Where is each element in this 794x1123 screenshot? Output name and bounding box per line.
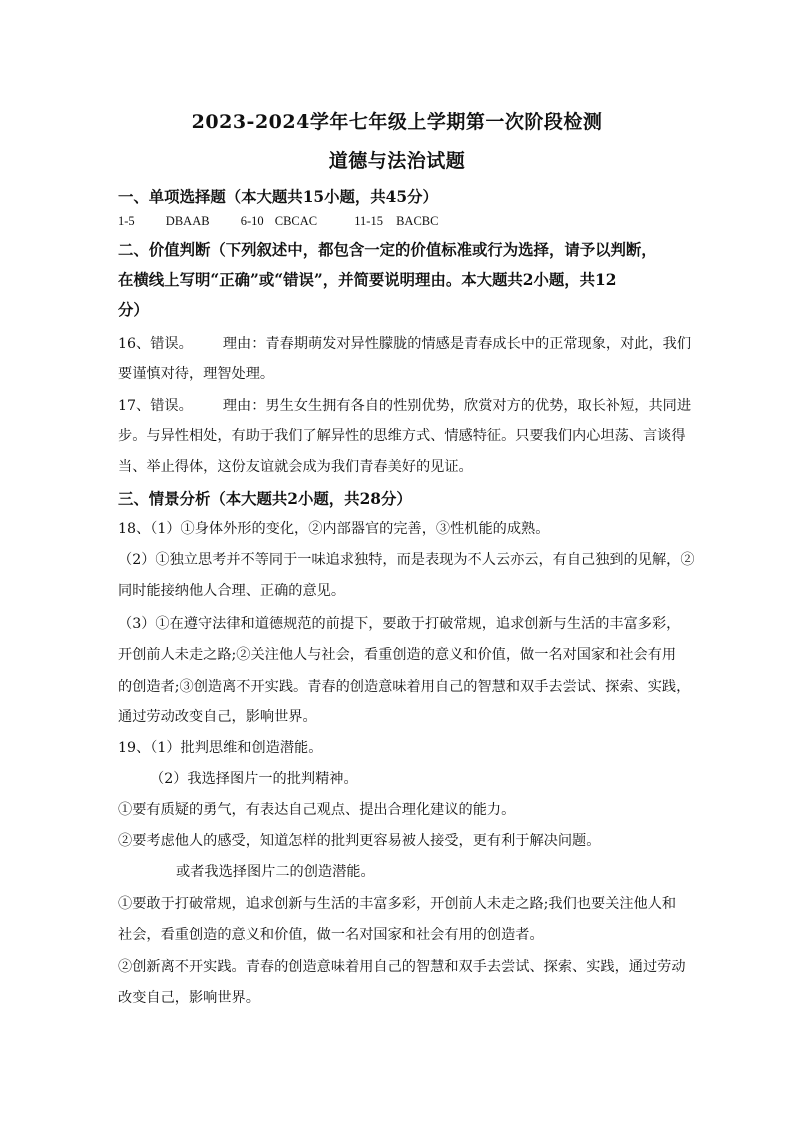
q19-line: （2）我选择图片一的批判精神。 (150, 771, 358, 787)
q18-line: 开创前人未走之路;②关注他人与社会，看重创造的意义和价值，做一名对国家和社会有用 (118, 647, 677, 663)
q19-line: 或者我选择图片二的创造潜能。 (176, 864, 375, 880)
page-subtitle: 道德与法治试题 (328, 150, 466, 172)
q19-line: ①要有质疑的勇气，有表达自己观点、提出合理化建议的能力。 (118, 802, 516, 818)
answer-value: DBAAB (165, 214, 210, 228)
section1-heading: 一、单项选择题（本大题共15小题，共45分） (118, 188, 438, 206)
answer-range: 6-10 (240, 214, 264, 228)
section2-heading-line: 二、价值判断（下列叙述中，都包含一定的价值标准或行为选择，请予以判断， (118, 241, 657, 259)
q19-line: ②要考虑他人的感受，知道怎样的批判更容易被人接受，更有利于解决问题。 (118, 833, 601, 849)
q17-reason: 理由：男生女生拥有各自的性别优势，欣赏对方的优势，取长补短，共同进 (222, 398, 692, 414)
section3-heading: 三、情景分析（本大题共2小题，共28分） (118, 490, 412, 508)
q19-line: 改变自己，影响世界。 (118, 990, 260, 1006)
q18-line: （2）①独立思考并不等同于一味追求独特，而是表现为不人云亦云，有自己独到的见解，② (118, 552, 695, 568)
answer-value: CBCAC (274, 214, 318, 228)
page-title: 2023-2024学年七年级上学期第一次阶段检测 (191, 111, 603, 133)
section2-heading-line: 分） (118, 301, 149, 319)
q16-line: 要谨慎对待，理智处理。 (118, 366, 275, 382)
q16-reason: 理由：青春期萌发对异性朦胧的情感是青春成长中的正常现象，对此，我们 (222, 336, 692, 352)
q17-line: 当、举止得体，这份友谊就会成为我们青春美好的见证。 (118, 459, 473, 475)
answer-value: BACBC (396, 214, 439, 228)
answer-range: 1-5 (118, 214, 135, 228)
q16-line (118, 333, 692, 353)
q16-verdict: 16、错误。 (118, 336, 193, 352)
q19-line: ②创新离不开实践。青春的创造意味着用自己的智慧和双手去尝试、探索、实践，通过劳动 (118, 959, 686, 975)
q18-line: 同时能接纳他人合理、正确的意见。 (118, 583, 346, 599)
q17-line (118, 395, 692, 415)
q17-line: 步。与异性相处，有助于我们了解异性的思维方式、情感特征。只要我们内心坦荡、言谈得 (118, 428, 686, 444)
q17-verdict: 17、错误。 (118, 398, 193, 414)
section1-answers (118, 214, 688, 229)
q18-line: 通过劳动改变自己，影响世界。 (118, 709, 317, 725)
q18-line: （3）①在遵守法律和道德规范的前提下，要敢于打破常规，追求创新与生活的丰富多彩， (118, 616, 681, 632)
q19-line: 社会，看重创造的意义和价值，做一名对国家和社会有用的创造者。 (118, 927, 544, 943)
q19-line: 19、（1）批判思维和创造潜能。 (118, 740, 323, 756)
q18-line: 18、（1）①身体外形的变化，②内部器官的完善，③性机能的成熟。 (118, 521, 550, 537)
q19-line: ①要敢于打破常规，追求创新与生活的丰富多彩，开创前人未走之路;我们也要关注他人和 (118, 896, 677, 912)
answer-range: 11-15 (354, 214, 383, 228)
section2-heading-line: 在横线上写明“正确”或“错误”，并简要说明理由。本大题共2小题，共12 (118, 271, 617, 289)
q18-line: 的创造者;③创造离不开实践。青春的创造意味着用自己的智慧和双手去尝试、探索、实践， (118, 679, 691, 695)
